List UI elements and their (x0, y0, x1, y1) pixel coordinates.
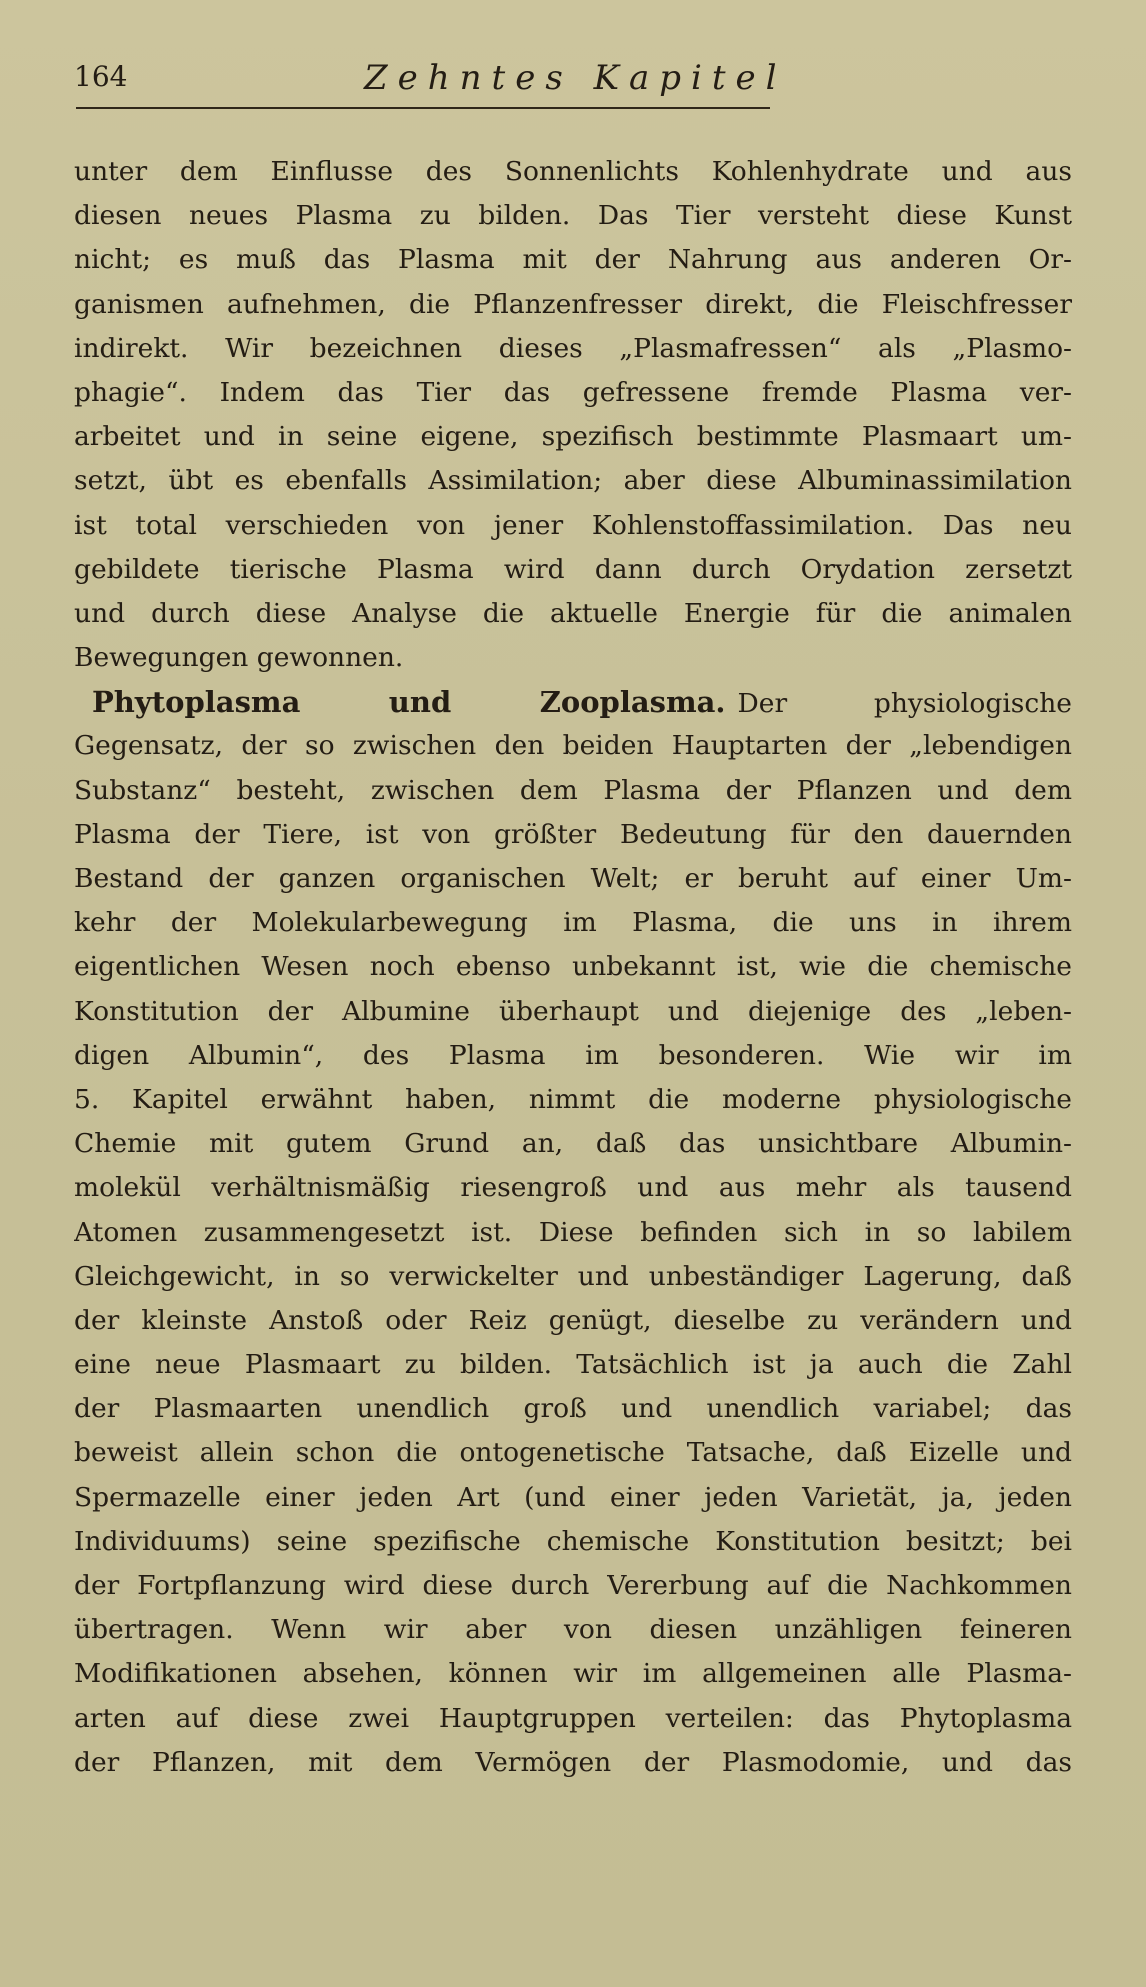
page-header (74, 58, 1074, 106)
text-line: Chemie mit gutem Grund an, daß das unsichtbare Albumin- (74, 1128, 1072, 1160)
section-heading-line (74, 680, 1072, 724)
page-number: 164 (74, 60, 128, 93)
text-line: der Fortpflanzung wird diese durch Vererbung auf die Nachkommen (74, 1570, 1072, 1601)
body-text (74, 150, 1072, 1950)
section-title: Phytoplasma und Zooplasma. (92, 685, 726, 720)
text-line: Bewegungen gewonnen. (74, 642, 404, 674)
text-line: Gegensatz, der so zwischen den beiden Hauptarten der „lebendigen (74, 730, 1072, 762)
text-line: Modifikationen absehen, können wir im allgemeinen alle Plasma- (74, 1658, 1072, 1690)
section-first-text: Der physiologische (737, 688, 1072, 720)
text-line: Bestand der ganzen organischen Welt; er beruht auf einer Um- (74, 863, 1072, 894)
text-line: der kleinste Anstoß oder Reiz genügt, dieselbe zu verändern und (74, 1304, 1072, 1336)
text-line: der Plasmaarten unendlich groß und unendlich variabel; das (74, 1393, 1072, 1425)
text-line: diesen neues Plasma zu bilden. Das Tier versteht diese Kunst (74, 200, 1072, 232)
text-line: setzt, übt es ebenfalls Assimilation; aber diese Albuminassimilation (74, 465, 1072, 497)
text-line: eigentlichen Wesen noch ebenso unbekannt ist, wie die chemische (74, 951, 1072, 983)
text-line: kehr der Molekularbewegung im Plasma, die uns in ihrem (74, 907, 1072, 939)
running-title: Zehntes Kapitel (364, 58, 787, 98)
text-line: übertragen. Wenn wir aber von diesen unzähligen feineren (74, 1614, 1072, 1646)
text-line: gebildete tierische Plasma wird dann durch Orydation zersetzt (74, 553, 1072, 585)
text-line: molekül verhältnismäßig riesengroß und aus mehr als tausend (74, 1172, 1072, 1204)
text-line: der Pflanzen, mit dem Vermögen der Plasmodomie, und das (74, 1746, 1072, 1778)
text-line: und durch diese Analyse die aktuelle Energie für die animalen (74, 597, 1072, 629)
text-line: Plasma der Tiere, ist von größter Bedeutung für den dauernden (74, 818, 1072, 850)
text-line: 5. Kapitel erwähnt haben, nimmt die moderne physiologische (74, 1083, 1072, 1115)
text-line: Gleichgewicht, in so verwickelter und unbeständiger Lagerung, daß (74, 1260, 1072, 1292)
text-line: indirekt. Wir bezeichnen dieses „Plasmafressen“ als „Plasmo- (74, 332, 1072, 364)
text-line: arbeitet und in seine eigene, spezifisch bestimmte Plasmaart um- (74, 421, 1072, 453)
text-line: Individuums) seine spezifische chemische Konstitution besitzt; bei (74, 1525, 1072, 1557)
text-line: digen Albumin“, des Plasma im besonderen. Wie wir im (74, 1039, 1072, 1071)
text-line: Substanz“ besteht, zwischen dem Plasma der Pflanzen und dem (74, 774, 1072, 806)
text-line: arten auf diese zwei Hauptgruppen verteilen: das Phytoplasma (74, 1702, 1072, 1734)
text-line: eine neue Plasmaart zu bilden. Tatsächlich ist ja auch die Zahl (74, 1349, 1072, 1381)
text-line: beweist allein schon die ontogenetische Tatsache, daß Eizelle und (74, 1437, 1072, 1469)
text-line: ganismen aufnehmen, die Pflanzenfresser direkt, die Fleischfresser (74, 288, 1072, 320)
text-line: phagie“. Indem das Tier das gefressene fremde Plasma ver- (74, 376, 1072, 408)
text-line: ist total verschieden von jener Kohlenstoffassimilation. Das neu (74, 509, 1072, 541)
text-line: nicht; es muß das Plasma mit der Nahrung aus anderen Or- (74, 244, 1072, 276)
text-line: unter dem Einflusse des Sonnenlichts Kohlenhydrate und aus (74, 156, 1072, 187)
text-line: Spermazelle einer jeden Art (und einer jeden Varietät, ja, jeden (74, 1481, 1072, 1513)
text-line: Atomen zusammengesetzt ist. Diese befinden sich in so labilem (74, 1216, 1072, 1248)
header-rule (76, 107, 770, 109)
text-line: Konstitution der Albumine überhaupt und diejenige des „leben- (74, 995, 1072, 1027)
